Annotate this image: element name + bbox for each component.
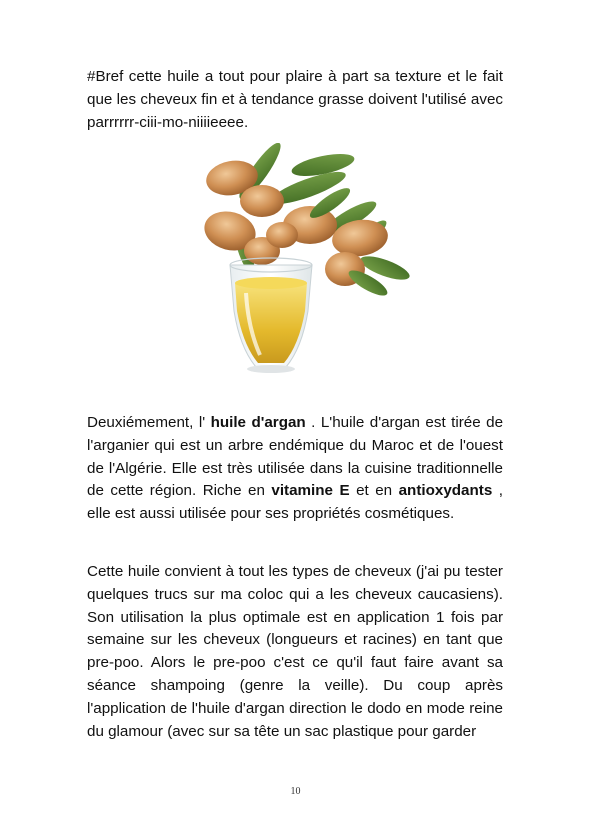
argan-oil-illustration: [190, 143, 410, 379]
p2-text-1: Deuxiémement, l': [87, 414, 211, 431]
page-number: 10: [290, 786, 301, 797]
paragraph-huile-argan: [87, 412, 503, 526]
bold-antioxydants: antioxydants: [398, 482, 493, 500]
oil-glass: [230, 258, 312, 373]
p2-text-2: . L'huile d'argan est tirée de l'arganier qui est un arbre endémique du Maroc et de l'ouest de l'Algérie. Elle est très utilisée dans la cuisine traditionnelle de cette région. Riche en: [87, 414, 504, 500]
p2-text-3: et en: [349, 482, 399, 500]
bold-vitamine-e: vitamine E: [271, 482, 350, 500]
paragraph-bref: #Bref cette huile a tout pour plaire à part sa texture et le fait que les cheveux fin et à tendance grasse doivent l'utilisé avec parrrrrr-ciii-mo-niiiieeee.: [87, 68, 503, 131]
bold-huile-argan: huile d'argan: [210, 414, 306, 431]
p2-text-4: , elle est aussi utilisée pour ses propriétés cosmétiques.: [87, 482, 503, 523]
paragraph-utilisation: Cette huile convient à tout les types de cheveux (j'ai pu tester quelques trucs sur ma coloc qui a les cheveux caucasiens). Son utilisation la plus optimale est en application 1 fois par semaine sur les cheveux (longueurs et racines) en tant que pre-poo. Alors le pre-poo c'est ce qu'il faut faire avant sa séance shampoing (genre la veille). Du coup après l'application de l'huile d'argan direction le dodo en mode reine du glamour (avec sur sa tête un sac plastique pour garder: [87, 563, 503, 740]
